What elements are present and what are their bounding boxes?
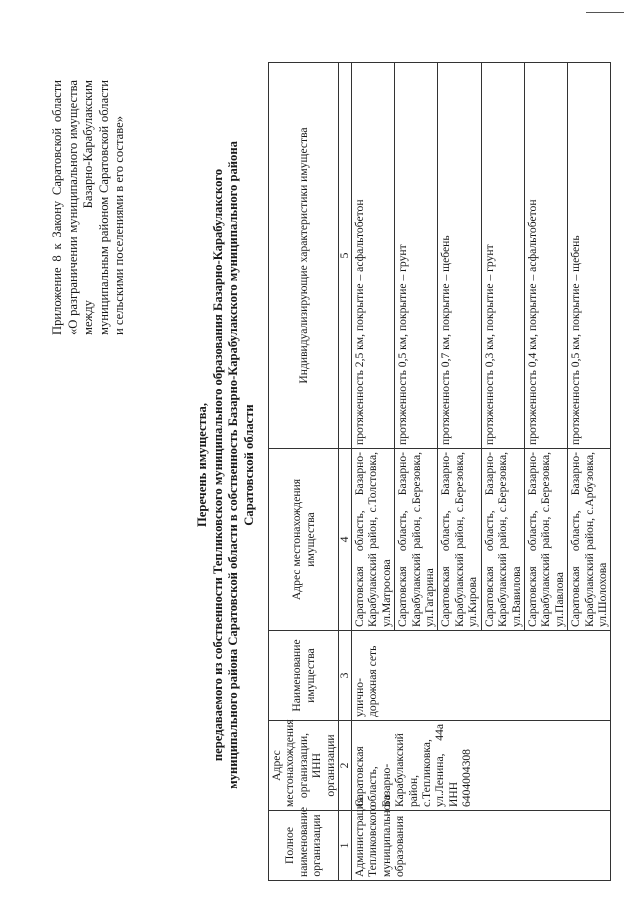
property-address: Саратовская область, Базарно-Карабулакский район, с.Толстовка, ул.Матросова xyxy=(352,449,395,631)
header-property-address: Адрес местонахождения имущества xyxy=(269,449,339,631)
table-header-row xyxy=(269,63,339,881)
heading-line-2: передаваемого из собственности Тепликовского муниципального образования Базарно-Карабулакского xyxy=(210,168,225,762)
header-org-name: Полное наименование организации xyxy=(269,811,339,881)
column-number: 5 xyxy=(339,63,352,449)
heading-line-4: Саратовской области xyxy=(241,404,256,526)
property-address: Саратовская область, Базарно-Карабулакский район, с.Березовка, ул.Кирова xyxy=(438,449,481,631)
header-org-address: Адрес местонахождения организации, ИНН организации xyxy=(269,721,339,811)
organization-address: Саратовская область, Базарно-Карабулакский район, с.Тепликовка, ул.Ленина, 44а ИНН 6404004308 xyxy=(352,721,611,811)
column-number: 3 xyxy=(339,631,352,721)
property-address: Саратовская область, Базарно-Карабулакский район, с.Березовка, ул.Гагарина xyxy=(395,449,438,631)
column-number: 4 xyxy=(339,449,352,631)
property-characteristics: протяженность 2,5 км, покрытие – асфальтобетон xyxy=(352,63,395,449)
property-characteristics: протяженность 0,4 км, покрытие – асфальтобетон xyxy=(524,63,567,449)
appendix-note: Приложение 8 к Закону Саратовской области «О разграничении муниципального имущества между Базарно-Карабулакским муниципальным районом Саратовской области и сельскими поселениями в его составе» xyxy=(50,80,127,335)
property-address: Саратовская область, Базарно-Карабулакский район, с.Березовка, ул.Вавилова xyxy=(481,449,524,631)
property-name: улично-дорожная сеть xyxy=(352,631,611,721)
heading-line-1: Перечень имущества, xyxy=(195,403,209,527)
header-characteristics: Индивидуализирующие характеристики имущества xyxy=(269,63,339,449)
header-property-name: Наименование имущества xyxy=(269,631,339,721)
table-number-row xyxy=(339,63,352,881)
column-number: 1 xyxy=(339,811,352,881)
property-table xyxy=(268,62,611,881)
organization-name: Администрация Тепликовского муниципального образования xyxy=(352,811,611,881)
document-heading xyxy=(195,85,257,845)
table-row xyxy=(352,63,395,881)
column-number: 2 xyxy=(339,721,352,811)
property-characteristics: протяженность 0,3 км, покрытие – грунт xyxy=(481,63,524,449)
property-address: Саратовская область, Базарно-Карабулакский район, с.Арбузовка, ул.Шолохова xyxy=(568,449,611,631)
property-characteristics: протяженность 0,5 км, покрытие – щебень xyxy=(568,63,611,449)
property-address: Саратовская область, Базарно-Карабулакский район, с.Березовка, ул.Павлова xyxy=(524,449,567,631)
property-characteristics: протяженность 0,5 км, покрытие – грунт xyxy=(395,63,438,449)
property-characteristics: протяженность 0,7 км, покрытие – щебень xyxy=(438,63,481,449)
heading-line-3: муниципального района Саратовской области в собственность Базарно-Карабулакского муниципального района xyxy=(226,141,240,789)
